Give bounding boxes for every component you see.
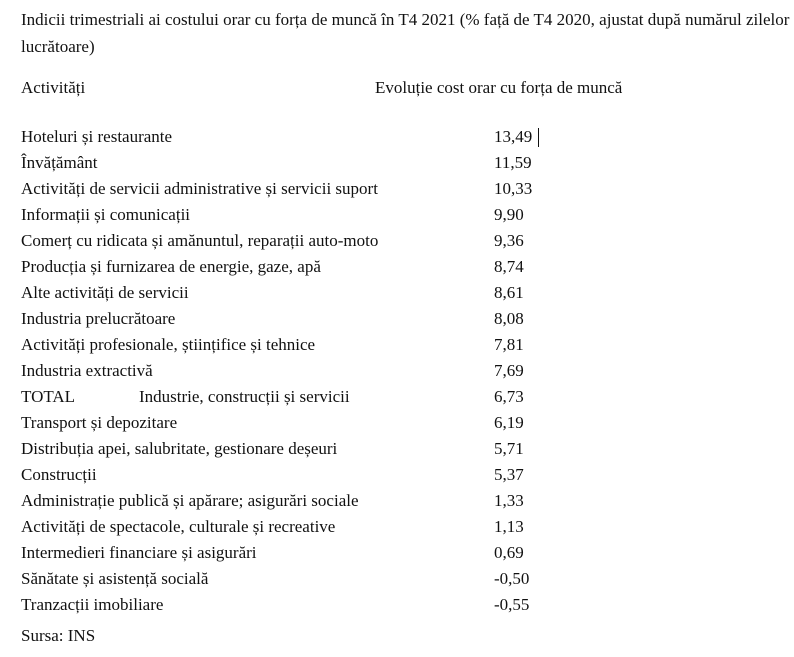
- activity-label: Intermedieri financiare și asigurări: [21, 543, 257, 562]
- table-row: [0, 514, 794, 540]
- table-row: [0, 280, 794, 306]
- evolution-value: 7,81: [494, 335, 524, 354]
- activity-label: Administrație publică și apărare; asigurări sociale: [21, 491, 359, 510]
- evolution-value: 9,90: [494, 205, 524, 224]
- evolution-value: 0,69: [494, 543, 524, 562]
- evolution-value: 13,49: [494, 127, 533, 146]
- activity-label: Transport și depozitare: [21, 413, 178, 432]
- table-row: [0, 384, 794, 410]
- activity-label: Industria prelucrătoare: [21, 309, 176, 328]
- document-title: Indicii trimestriali ai costului orar cu forța de muncă în T4 2021 (% față de T4 2020, ajustat după numărul zilelor lucrătoare): [21, 10, 790, 56]
- activity-label: Tranzacții imobiliare: [21, 595, 164, 614]
- activity-label: Producția și furnizarea de energie, gaze, apă: [21, 257, 321, 276]
- evolution-value: 1,13: [494, 517, 524, 536]
- activity-label: Activități de spectacole, culturale și recreative: [21, 517, 336, 536]
- evolution-value: 1,33: [494, 491, 524, 510]
- table-row: [0, 254, 794, 280]
- evolution-value: 11,59: [494, 153, 532, 172]
- evolution-value: 10,33: [494, 179, 533, 198]
- table-row: [0, 488, 794, 514]
- evolution-value: 5,37: [494, 465, 524, 484]
- evolution-value: 8,74: [494, 257, 524, 276]
- evolution-value: 8,61: [494, 283, 524, 302]
- evolution-value: 8,08: [494, 309, 524, 328]
- header-evolution: Evoluție cost orar cu forța de muncă: [375, 78, 623, 97]
- table-row: [0, 358, 794, 384]
- data-table: [0, 124, 794, 618]
- evolution-value: -0,55: [494, 595, 530, 614]
- activity-label: TOTAL: [21, 387, 76, 406]
- evolution-value: 5,71: [494, 439, 524, 458]
- header-activity: Activități: [21, 78, 86, 97]
- table-row: [0, 592, 794, 618]
- table-row: [0, 540, 794, 566]
- activity-label: Industria extractivă: [21, 361, 153, 380]
- activity-label: Activități profesionale, științifice și tehnice: [21, 335, 316, 354]
- table-row: [0, 228, 794, 254]
- activity-label: Distribuția apei, salubritate, gestionare deșeuri: [21, 439, 338, 458]
- table-row: [0, 124, 794, 150]
- table-row: [0, 202, 794, 228]
- activity-label: Informații și comunicații: [21, 205, 191, 224]
- table-row: [0, 410, 794, 436]
- table-row: [0, 436, 794, 462]
- evolution-value: -0,50: [494, 569, 530, 588]
- activity-label: Sănătate și asistență socială: [21, 569, 209, 588]
- evolution-value: 6,19: [494, 413, 524, 432]
- table-row: [0, 176, 794, 202]
- table-row: [0, 566, 794, 592]
- activity-label: Învățământ: [21, 153, 98, 172]
- text-cursor: [538, 128, 539, 147]
- activity-label: Comerț cu ridicata și amănuntul, reparații auto-moto: [21, 231, 379, 250]
- table-row: [0, 150, 794, 176]
- evolution-value: 9,36: [494, 231, 524, 250]
- activity-label: Hoteluri și restaurante: [21, 127, 173, 146]
- activity-sublabel: Industrie, construcții și servicii: [139, 387, 350, 406]
- activity-label: Alte activități de servicii: [21, 283, 189, 302]
- activity-label: Activități de servicii administrative și servicii suport: [21, 179, 378, 198]
- table-row: [0, 332, 794, 358]
- source-note: Sursa: INS: [21, 626, 96, 645]
- activity-label: Construcții: [21, 465, 97, 484]
- table-row: [0, 462, 794, 488]
- evolution-value: 7,69: [494, 361, 524, 380]
- table-row: [0, 306, 794, 332]
- evolution-value: 6,73: [494, 387, 524, 406]
